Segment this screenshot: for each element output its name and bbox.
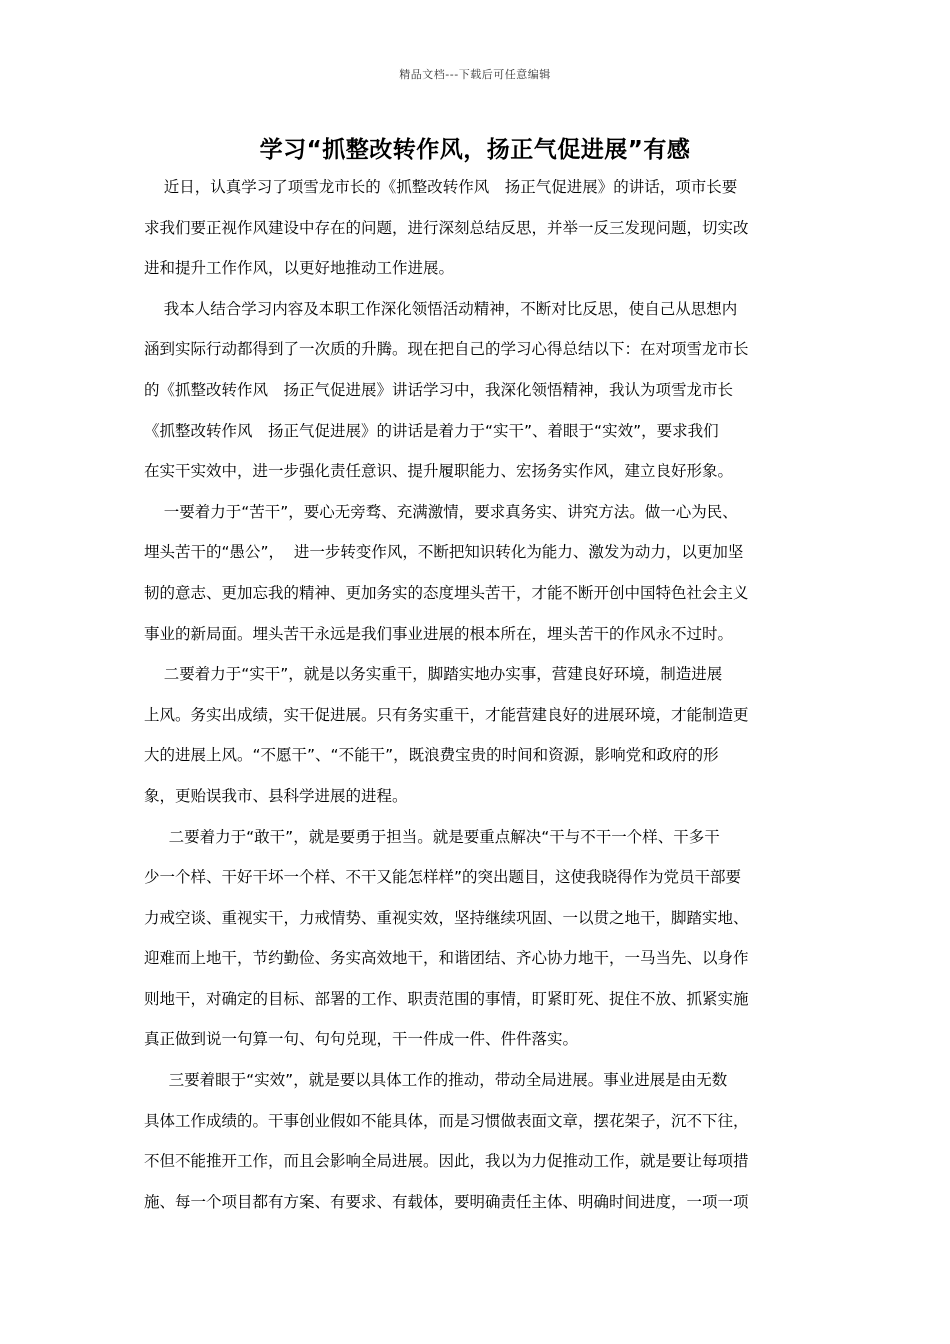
document-body bbox=[144, 169, 824, 1224]
paragraph bbox=[144, 291, 824, 494]
text-line: 在实干实效中，进一步强化责任意识、提升履职能力、宏扬务实作风，建立良好形象。 bbox=[144, 462, 734, 481]
text-line: 迎难而上地干，节约勤俭、务实高效地干，和谐团结、齐心协力地干，一马当先、以身作 bbox=[144, 949, 749, 968]
paragraph bbox=[144, 1062, 824, 1224]
text-line: 求我们要正视作风建设中存在的问题，进行深刻总结反思，并举一反三发现问题，切实改 bbox=[144, 218, 749, 237]
text-line: 大的进展上风。“不愿干”、“不能干”，既浪费宝贵的时间和资源，影响党和政府的形 bbox=[144, 746, 719, 765]
text-line: 埋头苦干的“愚公”， 进一步转变作风，不断把知识转化为能力、激发为动力，以更加坚 bbox=[144, 543, 744, 562]
text-line: 不但不能推开工作，而且会影响全局进展。因此，我以为力促推动工作，就是要让每项措 bbox=[144, 1152, 749, 1171]
text-line: 事业的新局面。埋头苦干永远是我们事业进展的根本所在，埋头苦干的作风永不过时。 bbox=[144, 624, 734, 643]
paragraph bbox=[144, 819, 824, 1063]
paragraph bbox=[144, 656, 824, 818]
document-title: 学习“抓整改转作风，扬正气促进展”有感 bbox=[259, 137, 691, 163]
text-line: 《抓整改转作风 扬正气促进展》的讲话是着力于“实干”、着眼于“实效”，要求我们 bbox=[144, 421, 719, 440]
text-line: 二要着力于“敢干”，就是要勇于担当。就是要重点解决“干与不干一个样、干多干 bbox=[144, 827, 720, 846]
text-line: 上风。务实出成绩，实干促进展。只有务实重干，才能营建良好的进展环境，才能制造更 bbox=[144, 705, 749, 724]
paragraph bbox=[144, 494, 824, 656]
text-line: 韧的意志、更加忘我的精神、更加务实的态度埋头苦干，才能不断开创中国特色社会主义 bbox=[144, 583, 749, 602]
text-line: 近日，认真学习了项雪龙市长的《抓整改转作风 扬正气促进展》的讲话，项市长要 bbox=[144, 178, 738, 196]
text-line: 施、每一个项目都有方案、有要求、有载体，要明确责任主体、明确时间进度，一项一项 bbox=[144, 1192, 749, 1211]
text-line: 我本人结合学习内容及本职工作深化领悟活动精神，不断对比反思，使自己从思想内 bbox=[144, 299, 738, 318]
text-line: 一要着力于“苦干”，要心无旁骛、充满激情，要求真务实、讲究方法。做一心为民、 bbox=[144, 502, 738, 521]
text-line: 涵到实际行动都得到了一次质的升腾。现在把自己的学习心得总结以下：在对项雪龙市长 bbox=[144, 340, 749, 359]
text-line: 象，更贻误我市、县科学进展的进程。 bbox=[144, 786, 408, 805]
text-line: 二要着力于“实干”，就是以务实重干，脚踏实地办实事，营建良好环境，制造进展 bbox=[144, 665, 723, 684]
text-line: 少一个样、干好干坏一个样、不干又能怎样样”的突出题目，这使我晓得作为党员干部要 bbox=[144, 868, 742, 887]
text-line: 则地干，对确定的目标、部署的工作、职责范围的事情，盯紧盯死、捉住不放、抓紧实施 bbox=[144, 989, 749, 1008]
text-line: 进和提升工作作风，以更好地推动工作进展。 bbox=[144, 259, 455, 278]
text-line: 具体工作成绩的。干事创业假如不能具体，而是习惯做表面文章，摆花架子，沉不下往， bbox=[144, 1111, 749, 1130]
text-line: 的《抓整改转作风 扬正气促进展》讲话学习中，我深化领悟精神，我认为项雪龙市长 bbox=[144, 380, 734, 399]
text-line: 三要着眼于“实效”，就是要以具体工作的推动，带动全局进展。事业进展是由无数 bbox=[144, 1071, 728, 1090]
page-header: 精品文档---下载后可任意编辑 bbox=[399, 68, 551, 81]
text-line: 力戒空谈、重视实干，力戒情势、重视实效，坚持继续巩固、一以贯之地干，脚踏实地、 bbox=[144, 908, 749, 927]
paragraph bbox=[144, 169, 824, 291]
text-line: 真正做到说一句算一句、句句兑现，干一件成一件、件件落实。 bbox=[144, 1030, 579, 1049]
